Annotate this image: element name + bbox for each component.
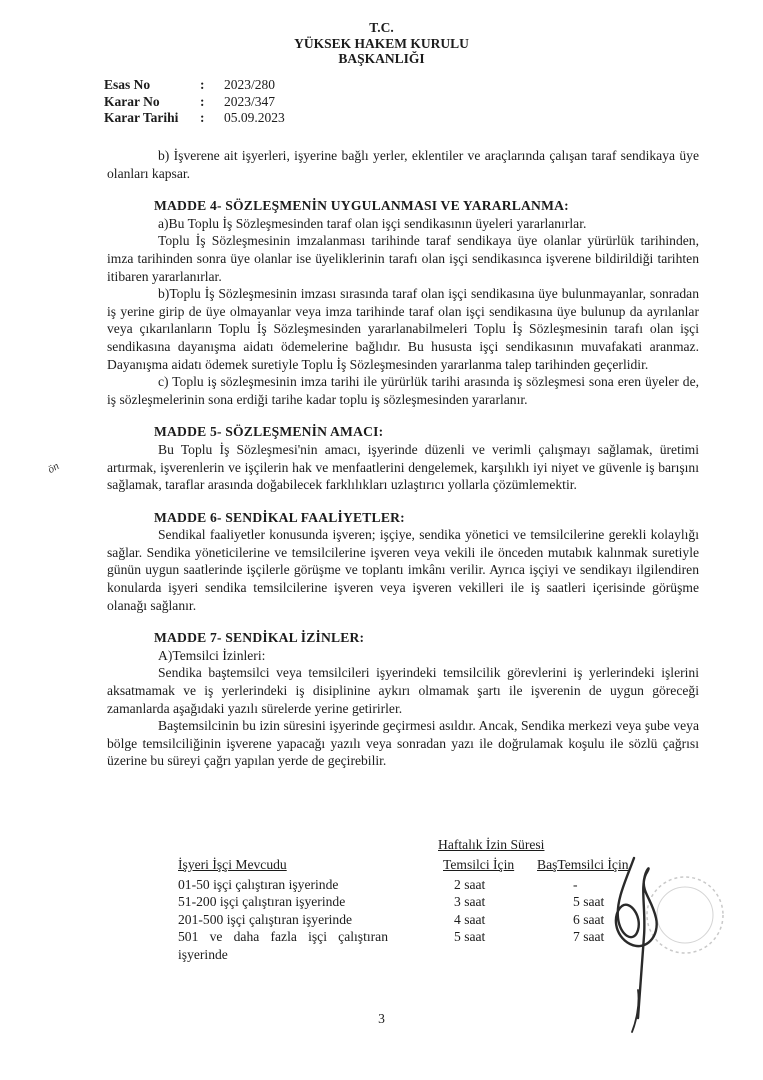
table-cell: 501 ve daha fazla işçi çalıştıran işyerinde (178, 929, 388, 962)
header-line-1: T.C. (369, 20, 394, 35)
madde-4-paragraph: a)Bu Toplu İş Sözleşmesinden taraf olan işçi sendikasının üyeleri yararlanırlar. (158, 215, 587, 231)
intro-paragraph: b) İşverene ait işyerleri, işyerine bağlı yerler, eklentiler ve araçlarında çalışan taraf sendikaya üye olanları kapsar. (107, 148, 699, 181)
meta-label: Karar No (104, 93, 160, 109)
table-cell: 7 saat (573, 929, 605, 945)
table-row (178, 928, 638, 963)
page-number: 3 (378, 1011, 385, 1026)
meta-sep: : (200, 110, 205, 125)
document-header (0, 20, 763, 67)
table-cell: 6 saat (573, 911, 605, 927)
madde-7-paragraph: Baştemsilcinin bu izin süresini işyerinde geçirmesi asıldır. Ancak, Sendika merkezi veya şube veya bölge temsilciliğinin işverene yapacağı yazılı veya sonradan yazı ile doğrulamak koşulu ile sözlü çağrısı üzerine bu süreyi çağrı yapılan yerde de geçirebilir. (107, 718, 699, 769)
meta-sep: : (200, 77, 205, 92)
meta-label: Karar Tarihi (104, 110, 179, 125)
table-cell: 51-200 işçi çalıştıran işyerinde (178, 894, 346, 910)
meta-value: 2023/347 (224, 93, 276, 109)
table-header-head-representative: BaşTemsilci İçin (537, 857, 629, 872)
madde-4-paragraph: c) Toplu iş sözleşmesinin imza tarihi ile yürürlük tarihi arasında iş sözleşmesi sona eren üyeler de, iş sözleşmelerinin sona erdiği tarihe kadar toplu iş sözleşmesinden yararlanır. (107, 374, 699, 407)
meta-row-esas (104, 77, 285, 94)
meta-sep: : (200, 93, 205, 109)
table-cell: 5 saat (573, 894, 605, 910)
table-row (178, 911, 638, 928)
table-row (178, 893, 638, 910)
madde-4-paragraph: Toplu İş Sözleşmesinin imzalanması tarihinde taraf sendikaya üye olanlar yürürlük tarihinden, imza tarihinden sonra üye olanlar ise üyeliklerinin tarafı olan işçi sendikasınca işverene bildirildiği tarihten itibaren yararlanırlar. (107, 233, 699, 284)
table-row (178, 876, 638, 893)
table-cell: 3 saat (454, 894, 486, 910)
madde-5-paragraph: Bu Toplu İş Sözleşmesi'nin amacı, işyerinde düzenli ve verimli çalışmayı sağlamak, üretimi artırmak, işverenlerin ve işçilerin hak ve menfaatlerini dengelemek, karşılıklı iyi niyet ve güvenle iş barışını sağlamak, taraflar arasında doğabilecek farklılıkları uzlaştırıcı yollarla çözümlemektir. (107, 441, 699, 493)
madde-7-paragraph: Sendika baştemsilci veya temsilcileri işyerindeki temsilcilik görevlerini iş yerlerindeki işlerini aksatmamak ve iş yerlerindeki iş disiplinine aykırı olmamak şartı ile işverenin de uygun göreceği zamanlarda aşağıdaki yazılı sürelerde yerine getirirler. (107, 665, 699, 716)
meta-row-tarih (104, 110, 285, 127)
meta-row-karar (104, 94, 285, 111)
table-caption: Haftalık İzin Süresi (438, 837, 545, 852)
madde-6-title: MADDE 6- SENDİKAL FAALİYETLER: (154, 509, 405, 525)
madde-7-title: MADDE 7- SENDİKAL İZİNLER: (154, 630, 365, 646)
table-cell: 5 saat (454, 929, 486, 945)
madde-7-subtitle: A)Temsilci İzinleri: (158, 647, 266, 663)
handwritten-signature (586, 840, 716, 1040)
handwritten-margin-note: ön (45, 460, 62, 476)
table-cell: 201-500 işçi çalıştıran işyerinde (178, 911, 353, 927)
table-cell: 01-50 işçi çalıştıran işyerinde (178, 877, 339, 892)
table-cell: 2 saat (454, 877, 486, 892)
madde-4-title: MADDE 4- SÖZLEŞMENİN UYGULANMASI VE YARARLANMA: (154, 198, 569, 214)
madde-5-title: MADDE 5- SÖZLEŞMENİN AMACI: (154, 424, 384, 440)
madde-4-paragraph: b)Toplu İş Sözleşmesinin imzası sırasında taraf olan işçi sendikasına üye bulunmayanlar, sonradan iş yerine girip de üye olmayanlar veya imza tarihinde taraf olan işçi sendikasına üye bulunup da ayrılanlar veya çıkarılanların Toplu İş Sözleşmesinden yararlanabilmeleri Toplu İş Sözleşmesinin tarafı olan işçi sendikasına dayanışma aidatı ödemelerine bağlıdır. Bu hususta işçi sendikasının muvafakati aranmaz. Dayanışma aidatı ödemek suretiyle Toplu İş Sözleşmesinden yararlanma talep tarihinden geçerlidir. (107, 286, 699, 372)
case-metadata (104, 77, 285, 127)
table-header-representative: Temsilci İçin (443, 857, 515, 872)
table-cell: 4 saat (454, 911, 486, 927)
meta-value: 05.09.2023 (224, 110, 285, 125)
meta-label: Esas No (104, 77, 151, 92)
header-line-3: BAŞKANLIĞI (338, 51, 425, 66)
header-line-2: YÜKSEK HAKEM KURULU (294, 35, 469, 51)
document-body (107, 147, 699, 770)
table-cell: - (573, 877, 578, 892)
table-body (178, 876, 638, 963)
madde-6-paragraph: Sendikal faaliyetler konusunda işveren; işçiye, sendika yönetici ve temsilcilerine gerekli kolaylığı sağlar. Sendika yöneticilerine ve temsilcilerine işveren veya vekili ile önceden mutabık kalınmak suretiyle günün uygun saatlerinde işçilerle görüşme ve toplantı imkânı verilir. Ayrıca işçiyi ve sendikayı ilgilendiren konularda işyeri sendika temsilcilerine işveren veya işveren vekilleri ile iş saatleri içerisinde görüşme olanağı sağlanır. (107, 527, 699, 613)
table-header-workplace: İşyeri İşçi Mevcudu (178, 857, 287, 872)
meta-value: 2023/280 (224, 77, 276, 92)
